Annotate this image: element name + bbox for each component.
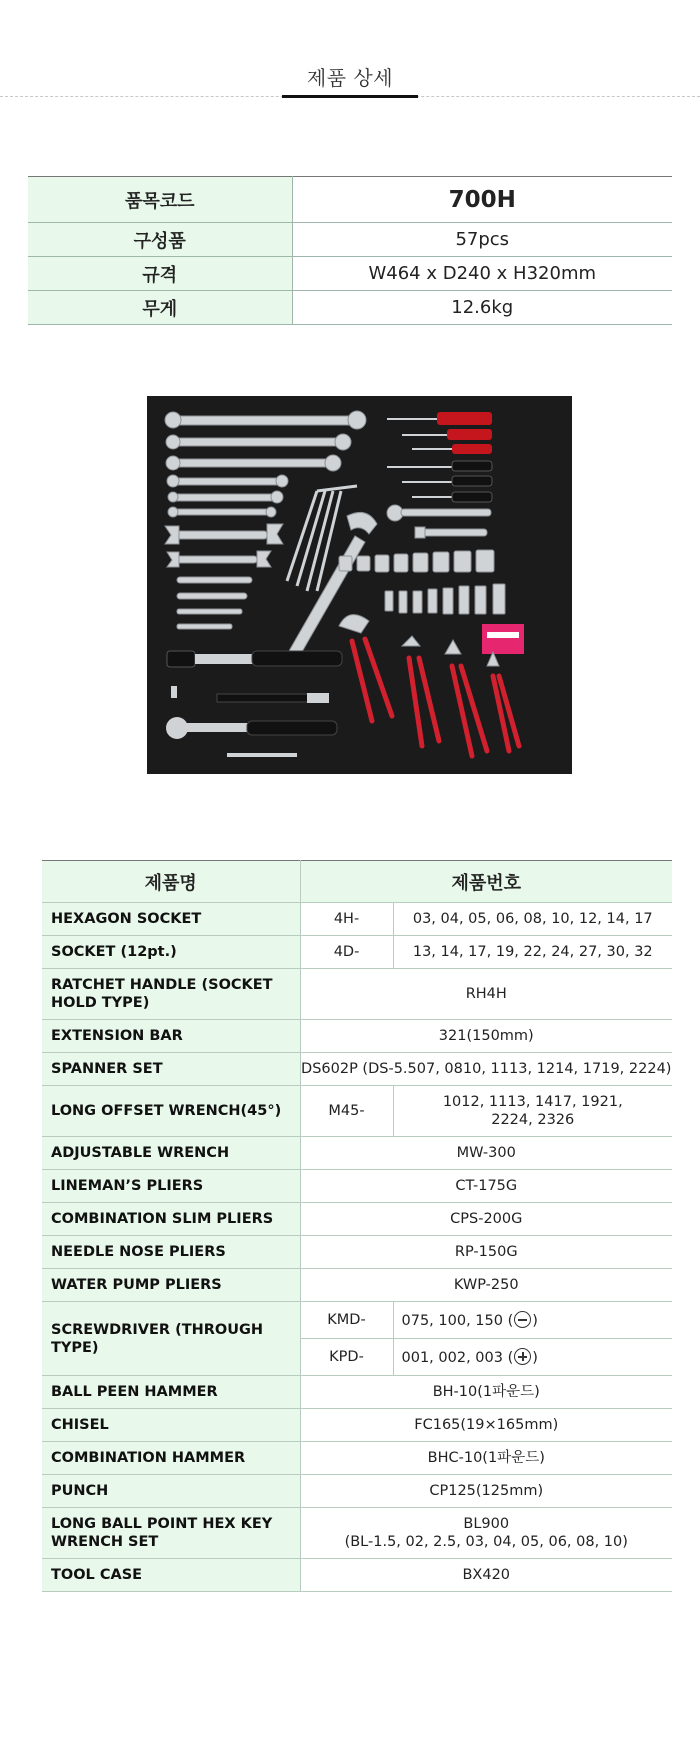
part-number: KWP-250 bbox=[300, 1269, 672, 1302]
part-name bbox=[42, 1302, 300, 1376]
page-title: 제품 상세 bbox=[306, 66, 394, 90]
part-name: LINEMAN’S PLIERS bbox=[42, 1170, 300, 1203]
part-number: BH-10(1파운드) bbox=[300, 1376, 672, 1409]
parts-row bbox=[42, 1302, 672, 1339]
product-photo bbox=[147, 396, 572, 774]
part-number bbox=[300, 1508, 672, 1559]
part-name: COMBINATION SLIM PLIERS bbox=[42, 1203, 300, 1236]
part-number-line: 2224, 2326 bbox=[491, 1112, 575, 1128]
parts-row bbox=[42, 1203, 672, 1236]
part-number: CP125(125mm) bbox=[300, 1475, 672, 1508]
title-underline bbox=[282, 95, 418, 98]
part-name-line: HOLD TYPE) bbox=[51, 995, 150, 1011]
plus-circle-icon bbox=[514, 1348, 531, 1365]
part-name: HEXAGON SOCKET bbox=[42, 903, 300, 936]
spec-value: 12.6kg bbox=[292, 291, 672, 325]
parts-row bbox=[42, 936, 672, 969]
spec-label: 품목코드 bbox=[28, 177, 292, 223]
spec-value: W464 x D240 x H320mm bbox=[292, 257, 672, 291]
part-name: EXTENSION BAR bbox=[42, 1020, 300, 1053]
parts-row bbox=[42, 1236, 672, 1269]
part-number: CT-175G bbox=[300, 1170, 672, 1203]
part-name: TOOL CASE bbox=[42, 1559, 300, 1592]
spec-value: 700H bbox=[292, 177, 672, 223]
spec-row bbox=[28, 291, 672, 325]
part-number: FC165(19×165mm) bbox=[300, 1409, 672, 1442]
parts-row bbox=[42, 1053, 672, 1086]
part-number: BHC-10(1파운드) bbox=[300, 1442, 672, 1475]
parts-row bbox=[42, 1376, 672, 1409]
part-name: CHISEL bbox=[42, 1409, 300, 1442]
part-number: RP-150G bbox=[300, 1236, 672, 1269]
part-number: CPS-200G bbox=[300, 1203, 672, 1236]
spec-value: 57pcs bbox=[292, 223, 672, 257]
part-name: NEEDLE NOSE PLIERS bbox=[42, 1236, 300, 1269]
part-number-line: (BL-1.5, 02, 2.5, 03, 04, 05, 06, 08, 10) bbox=[344, 1534, 628, 1550]
part-number-line: 1012, 1113, 1417, 1921, bbox=[442, 1094, 623, 1110]
part-number-line: BL900 bbox=[463, 1516, 510, 1532]
part-prefix: KPD- bbox=[300, 1339, 393, 1376]
part-number: MW-300 bbox=[300, 1137, 672, 1170]
tool-set-illustration bbox=[147, 396, 572, 774]
parts-row bbox=[42, 1475, 672, 1508]
part-name: LONG OFFSET WRENCH(45°) bbox=[42, 1086, 300, 1137]
part-number-text: 075, 100, 150 ( bbox=[401, 1313, 514, 1329]
parts-row bbox=[42, 969, 672, 1020]
part-name: BALL PEEN HAMMER bbox=[42, 1376, 300, 1409]
parts-row bbox=[42, 903, 672, 936]
part-name bbox=[42, 969, 300, 1020]
parts-row bbox=[42, 1020, 672, 1053]
part-name-line: RATCHET HANDLE (SOCKET bbox=[51, 977, 273, 993]
part-number: 13, 14, 17, 19, 22, 24, 27, 30, 32 bbox=[393, 936, 672, 969]
parts-row bbox=[42, 1508, 672, 1559]
part-number: RH4H bbox=[300, 969, 672, 1020]
part-name bbox=[42, 1508, 300, 1559]
part-name-line: SCREWDRIVER (THROUGH bbox=[51, 1321, 264, 1338]
parts-row bbox=[42, 1269, 672, 1302]
part-name: WATER PUMP PLIERS bbox=[42, 1269, 300, 1302]
parts-header-row bbox=[42, 861, 672, 903]
parts-row bbox=[42, 1086, 672, 1137]
column-header-number: 제품번호 bbox=[300, 861, 672, 903]
spec-label: 규격 bbox=[28, 257, 292, 291]
part-name-line: LONG BALL POINT HEX KEY bbox=[51, 1516, 273, 1532]
spec-label: 무게 bbox=[28, 291, 292, 325]
part-number: DS602P (DS-5.507, 0810, 1113, 1214, 1719, 2224) bbox=[300, 1053, 672, 1086]
part-name: SPANNER SET bbox=[42, 1053, 300, 1086]
spec-label: 구성품 bbox=[28, 223, 292, 257]
part-number: 03, 04, 05, 06, 08, 10, 12, 14, 17 bbox=[393, 903, 672, 936]
part-name-line: TYPE) bbox=[51, 1339, 99, 1356]
column-header-name: 제품명 bbox=[42, 861, 300, 903]
part-prefix: M45- bbox=[300, 1086, 393, 1137]
part-name: PUNCH bbox=[42, 1475, 300, 1508]
spec-row bbox=[28, 257, 672, 291]
parts-row bbox=[42, 1442, 672, 1475]
part-number: 321(150mm) bbox=[300, 1020, 672, 1053]
part-prefix: KMD- bbox=[300, 1302, 393, 1339]
spec-table bbox=[28, 176, 672, 325]
part-prefix: 4D- bbox=[300, 936, 393, 969]
part-name-line: WRENCH SET bbox=[51, 1534, 159, 1550]
part-number-text: ) bbox=[532, 1313, 538, 1329]
part-number: BX420 bbox=[300, 1559, 672, 1592]
minus-circle-icon bbox=[514, 1311, 531, 1328]
part-number-text: 001, 002, 003 ( bbox=[401, 1350, 514, 1366]
part-prefix: 4H- bbox=[300, 903, 393, 936]
part-number bbox=[393, 1339, 672, 1376]
parts-row bbox=[42, 1137, 672, 1170]
part-name: ADJUSTABLE WRENCH bbox=[42, 1137, 300, 1170]
part-number bbox=[393, 1302, 672, 1339]
part-number bbox=[393, 1086, 672, 1137]
spec-row bbox=[28, 223, 672, 257]
spec-row bbox=[28, 177, 672, 223]
part-name: SOCKET (12pt.) bbox=[42, 936, 300, 969]
part-name: COMBINATION HAMMER bbox=[42, 1442, 300, 1475]
parts-row bbox=[42, 1409, 672, 1442]
part-number-text: ) bbox=[532, 1350, 538, 1366]
section-header bbox=[0, 0, 700, 110]
parts-table bbox=[42, 860, 672, 1592]
parts-row bbox=[42, 1170, 672, 1203]
parts-row bbox=[42, 1559, 672, 1592]
